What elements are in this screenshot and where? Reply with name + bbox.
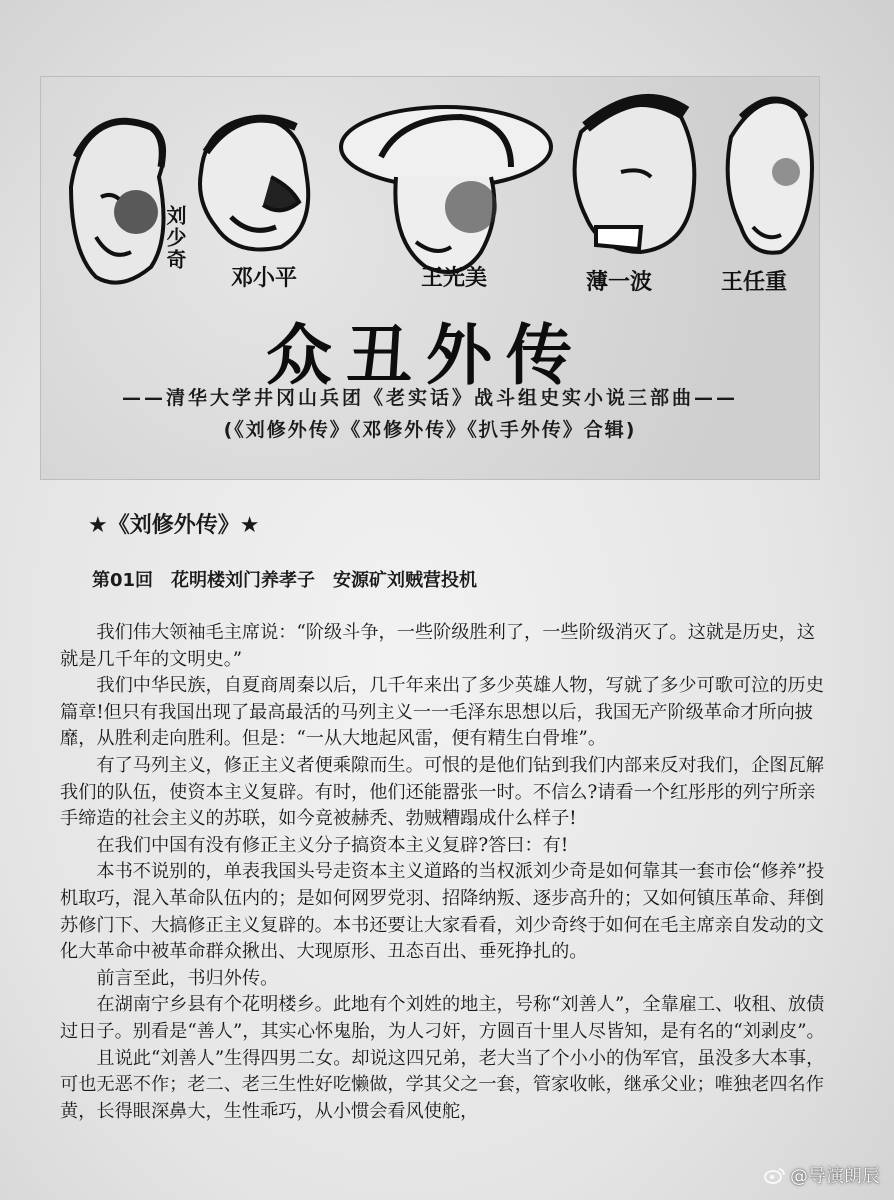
weibo-icon bbox=[764, 1166, 786, 1184]
face-label-3: 王光美 bbox=[421, 266, 488, 291]
cover-banner bbox=[40, 76, 820, 480]
banner-title: 众丑外传 bbox=[266, 317, 586, 394]
paragraph: 且说此“刘善人”生得四男二女。却说这四兄弟，老大当了个小小的伪军官，虽没多大本事，可也无恶不作；老二、老三生性好吃懒做，学其父之一套，管家收帐，继承父业；唯独老四名作黄，长得眼深鼻大，生性乖巧，从小惯会看风使舵， bbox=[60, 1047, 825, 1122]
watermark-handle: @导演朗辰 bbox=[790, 1166, 880, 1187]
paragraph: 前言至此，书归外传。 bbox=[96, 967, 279, 989]
face-label-1: 刘少奇 bbox=[163, 205, 187, 271]
face-label-4: 薄一波 bbox=[586, 270, 653, 295]
paragraph: 在我们中国有没有修正主义分子搞资本主义复辟?答曰：有! bbox=[96, 834, 569, 856]
paragraph: 本书不说别的，单表我国头号走资本主义道路的当权派刘少奇是如何靠其一套市侩“修养”投机取巧，混入革命队伍内的；是如何网罗党羽、招降纳叛、逐步高升的；又如何镇压革命、拜倒苏修门下、大搞修正主义复辟的。本书还要让大家看看，刘少奇终于如何在毛主席亲自发动的文化大革命中被革命群众揪出、大现原形、丑态百出、垂死挣扎的。 bbox=[60, 861, 825, 963]
paragraph: 有了马列主义，修正主义者便乘隙而生。可恨的是他们钻到我们内部来反对我们，企图瓦解我们的队伍，使资本主义复辟。有时，他们还能嚣张一时。不信么?请看一个红彤彤的列宁所亲手缔造的社会主义的苏联，如今竟被赫秃、勃贼糟蹋成什么样子! bbox=[60, 754, 824, 830]
caricature-face-5 bbox=[728, 100, 812, 253]
chapter-heading: 第01回 花明楼刘门养孝子 安源矿刘贼营投机 bbox=[92, 570, 478, 591]
banner-collection: (《刘修外传》《邓修外传》《扒手外传》合辑) bbox=[223, 419, 637, 441]
caricature-face-3 bbox=[341, 107, 551, 272]
caricature-face-4 bbox=[575, 100, 695, 252]
paragraph: 我们中华民族，自夏商周秦以后，几千年来出了多少英雄人物，写就了多少可歌可泣的历史篇章!但只有我国出现了最高最活的马列主义一一毛泽东思想以后，我国无产阶级革命才所向披靡，从胜利走向胜利。但是：“一从大地起风雷，便有精生白骨堆”。 bbox=[60, 675, 824, 750]
watermark bbox=[764, 1162, 880, 1188]
caricature-face-1 bbox=[71, 121, 164, 282]
paragraph: 在湖南宁乡县有个花明楼乡。此地有个刘姓的地主，号称“刘善人”，全靠雇工、收租、放债过日子。别看是“善人”，其实心怀鬼胎，为人刁奸，方圆百十里人尽皆知，是有名的“刘剥皮”。 bbox=[60, 994, 825, 1042]
face-label-5: 王任重 bbox=[721, 270, 788, 295]
book-title: ★《刘修外传》★ bbox=[88, 513, 260, 538]
caricature-face-2 bbox=[200, 117, 308, 250]
banner-subtitle: ——清华大学井冈山兵团《老实话》战斗组史实小说三部曲—— bbox=[121, 387, 738, 409]
body-text bbox=[60, 620, 830, 1125]
face-label-2: 邓小平 bbox=[231, 266, 298, 291]
paragraph: 我们伟大领袖毛主席说：“阶级斗争，一些阶级胜利了，一些阶级消灭了。这就是历史，这就是几千年的文明史。” bbox=[60, 622, 816, 670]
